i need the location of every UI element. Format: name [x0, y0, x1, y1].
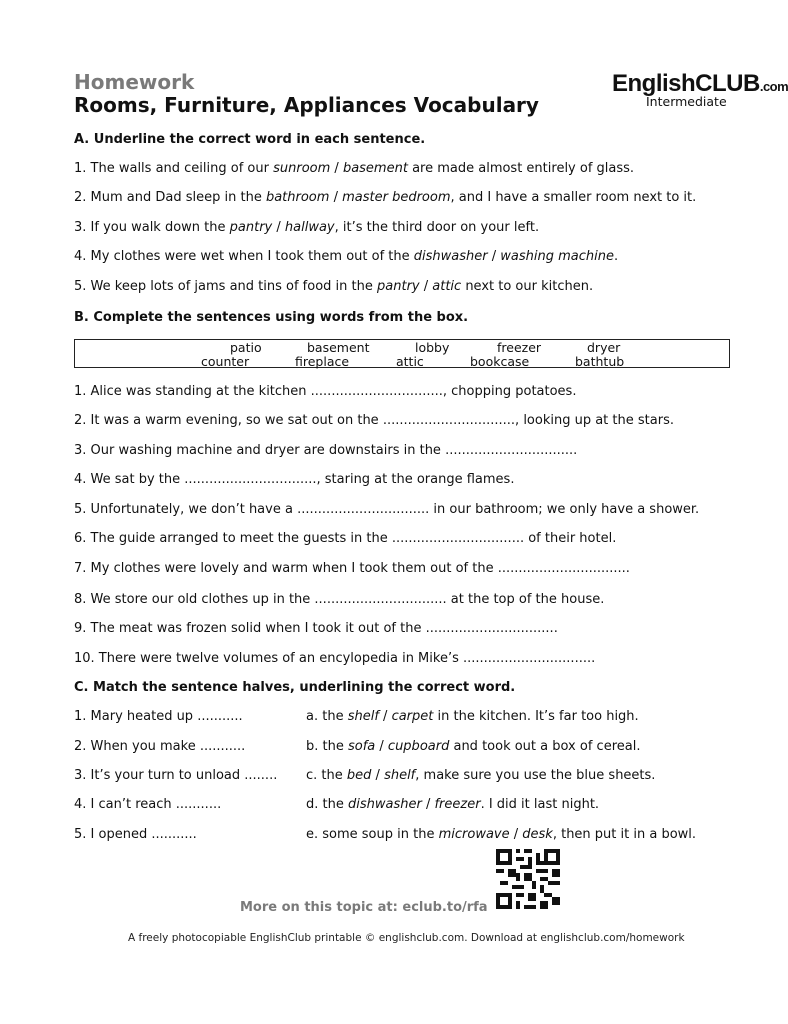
sentence-text: 2. Mum and Dad sleep in the [74, 190, 266, 205]
box-word: dryer [587, 340, 621, 355]
sentence-text: c. the [306, 768, 347, 783]
homework-label: Homework [74, 70, 195, 94]
sentence-text: . [613, 249, 619, 264]
sentence-text: next to our kitchen. [461, 279, 594, 294]
word-option[interactable]: dishwasher [347, 797, 422, 812]
sentence-text: 4. My clothes were wet when I took them out of the [74, 249, 414, 264]
word-option[interactable]: bathroom [265, 190, 330, 205]
box-word: attic [396, 354, 424, 369]
box-word: basement [307, 340, 370, 355]
sentence-text: / [378, 709, 392, 724]
sentence-a-1 [74, 161, 634, 176]
sentence-text: 5. We keep lots of jams and tins of food in the [74, 279, 378, 294]
sentence-text: a. the [306, 709, 348, 724]
word-option[interactable]: basement [342, 161, 408, 176]
sentence-text: 1. The walls and ceiling of our [74, 161, 274, 176]
box-word: freezer [497, 340, 542, 355]
logo-suffix: .com [759, 79, 788, 94]
sentence-a-4 [74, 249, 618, 264]
sentence-b-4: 4. We sat by the ................................, staring at the orange flames. [74, 472, 515, 487]
word-option[interactable]: freezer [434, 797, 481, 812]
box-word: fireplace [295, 354, 350, 369]
sentence-text: / [419, 279, 433, 294]
word-option[interactable]: pantry [377, 279, 420, 294]
word-option[interactable]: washing machine [500, 249, 614, 264]
level-label: Intermediate [646, 94, 727, 109]
sentence-text: / [421, 797, 435, 812]
sentence-b-3: 3. Our washing machine and dryer are downstairs in the ................................ [74, 443, 578, 458]
sentence-text: and took out a box of cereal. [449, 739, 641, 754]
sentence-a-3 [74, 220, 539, 235]
qr-code [496, 849, 560, 909]
sentence-text: / [509, 827, 523, 842]
word-option[interactable]: pantry [229, 220, 273, 235]
word-option[interactable]: shelf [384, 768, 416, 783]
footer-credit: A freely photocopiable EnglishClub printable © englishclub.com. Download at englishclub.com/homework [128, 932, 685, 944]
match-right-5 [306, 827, 696, 842]
match-left-5: 5. I opened ........... [74, 827, 197, 842]
sentence-text: , and I have a smaller room next to it. [450, 190, 697, 205]
sentence-text: / [487, 249, 501, 264]
sentence-a-2 [74, 190, 696, 205]
word-option[interactable]: dishwasher [413, 249, 488, 264]
word-box [74, 339, 730, 368]
word-option[interactable]: bed [346, 768, 372, 783]
box-word: bookcase [470, 354, 530, 369]
word-option[interactable]: hallway [284, 220, 335, 235]
section-b-heading: B. Complete the sentences using words from the box. [74, 310, 469, 325]
sentence-b-9: 9. The meat was frozen solid when I took it out of the ................................ [74, 621, 558, 636]
box-word: lobby [415, 340, 450, 355]
word-option[interactable]: sunroom [273, 161, 331, 176]
match-left-3: 3. It’s your turn to unload ........ [74, 768, 278, 783]
match-right-1 [306, 709, 639, 724]
match-right-2 [306, 739, 640, 754]
sentence-text: / [371, 768, 385, 783]
sentence-text: 3. If you walk down the [74, 220, 230, 235]
sentence-b-5: 5. Unfortunately, we don’t have a ................................ in our bathroom; we only have a shower. [74, 502, 700, 517]
sentence-a-5 [74, 279, 593, 294]
logo-main: EnglishCLUB [612, 70, 760, 97]
sentence-text: , make sure you use the blue sheets. [415, 768, 656, 783]
match-right-4 [306, 797, 599, 812]
word-option[interactable]: shelf [347, 709, 379, 724]
sentence-b-7: 7. My clothes were lovely and warm when I took them out of the ................................ [74, 561, 630, 576]
sentence-text: / [330, 161, 343, 176]
sentence-text: . I did it last night. [480, 797, 600, 812]
sentence-text: / [329, 190, 343, 205]
word-option[interactable]: microwave [438, 827, 510, 842]
sentence-text: d. the [306, 797, 348, 812]
sentence-b-10: 10. There were twelve volumes of an encylopedia in Mike’s ................................ [74, 651, 596, 666]
sentence-text: , then put it in a bowl. [552, 827, 697, 842]
section-a-heading: A. Underline the correct word in each sentence. [74, 132, 426, 147]
word-option[interactable]: carpet [391, 709, 434, 724]
box-word: counter [201, 354, 250, 369]
sentence-b-1: 1. Alice was standing at the kitchen ................................, chopping potatoes. [74, 384, 577, 399]
match-left-1: 1. Mary heated up ........... [74, 709, 243, 724]
sentence-b-2: 2. It was a warm evening, so we sat out on the ................................, looking up at the stars. [74, 413, 674, 428]
more-link-text: More on this topic at: eclub.to/rfa [240, 900, 488, 915]
sentence-text: , it’s the third door on your left. [334, 220, 540, 235]
sentence-b-8: 8. We store our old clothes up in the ................................ at the top of the house. [74, 592, 605, 607]
word-option[interactable]: sofa [347, 739, 376, 754]
word-option[interactable]: attic [432, 279, 462, 294]
match-left-2: 2. When you make ........... [74, 739, 246, 754]
sentence-text: / [272, 220, 285, 235]
box-word: patio [230, 340, 262, 355]
sentence-text: b. the [306, 739, 348, 754]
box-word: bathtub [575, 354, 625, 369]
page-title: Rooms, Furniture, Appliances Vocabulary [74, 93, 539, 117]
word-option[interactable]: desk [522, 827, 553, 842]
match-right-3 [306, 768, 655, 783]
match-left-4: 4. I can’t reach ........... [74, 797, 222, 812]
word-option[interactable]: cupboard [387, 739, 450, 754]
sentence-text: / [375, 739, 388, 754]
sentence-text: are made almost entirely of glass. [407, 161, 635, 176]
sentence-text: e. some soup in the [306, 827, 439, 842]
word-option[interactable]: master bedroom [342, 190, 451, 205]
sentence-text: in the kitchen. It’s far too high. [433, 709, 639, 724]
sentence-b-6: 6. The guide arranged to meet the guests in the ................................ of their hotel. [74, 531, 617, 546]
section-c-heading: C. Match the sentence halves, underlining the correct word. [74, 680, 516, 695]
